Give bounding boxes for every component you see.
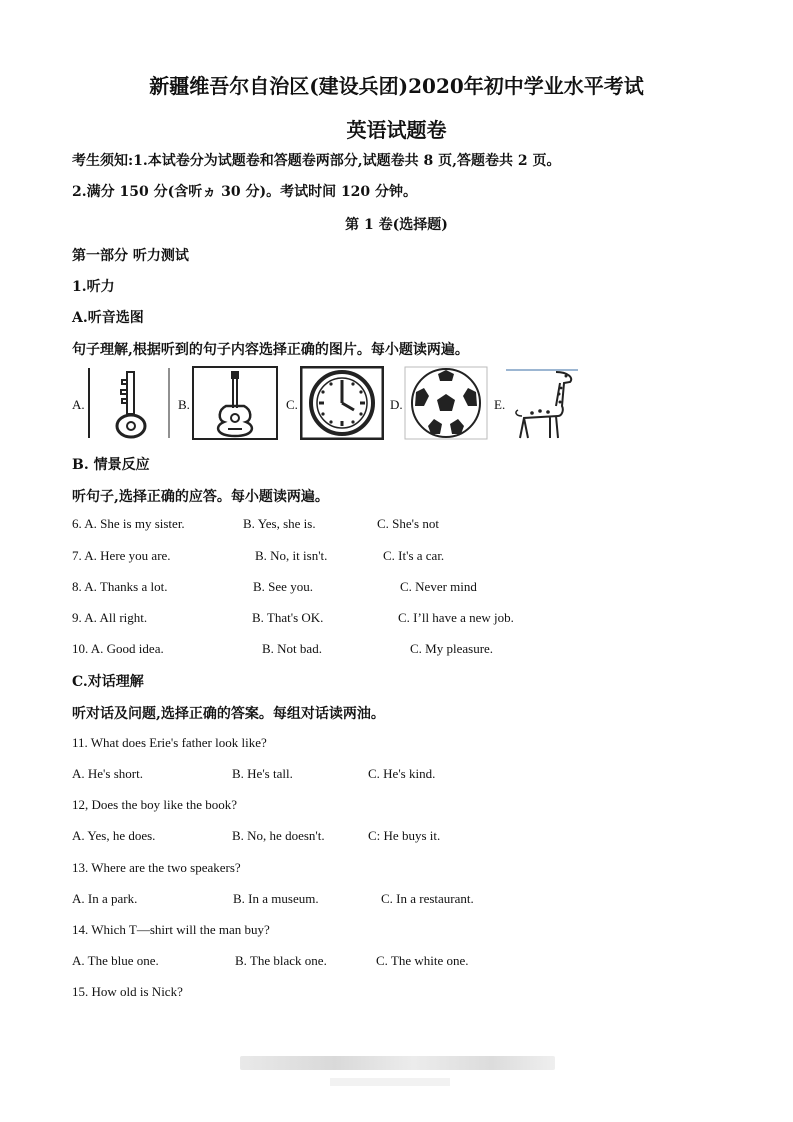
q13-question: 13. Where are the two speakers? [72, 860, 241, 875]
football-icon [404, 366, 488, 440]
q6-option-c: C. She's not [377, 516, 439, 531]
q7-option-b: B. No, it isn't. [255, 548, 328, 563]
clock-icon [300, 366, 384, 440]
blurred-footer [240, 1056, 555, 1070]
q9-option-a: 9. A. All right. [72, 610, 148, 625]
q6-option-b: B. Yes, she is. [243, 516, 316, 531]
q7-option-a: 7. A. Here you are. [72, 548, 171, 563]
volume-heading: 第 1 卷(选择题) [345, 217, 448, 233]
q10-option-a: 10. A. Good idea. [72, 641, 164, 656]
q12-option-c: C: He buys it. [368, 828, 441, 843]
q13-option-b: B. In a museum. [233, 891, 319, 906]
q11-option-c: C. He's kind. [368, 766, 436, 781]
key-icon [87, 366, 171, 440]
q8-option-a: 8. A. Thanks a lot. [72, 579, 168, 594]
notice-line-2: 2.满分 150 分(含听ヵ 30 分)。考试时间 120 分钟。 [72, 184, 418, 200]
notice-line-1: 考生须知:1.本试卷分为试题卷和答题卷两部分,试题卷共 8 页,答题卷共 2 页。 [72, 153, 561, 169]
sectionC-instruction: 听对话及问题,选择正确的答案。每组对话读两油。 [72, 706, 385, 722]
q14-option-b: B. The black one. [235, 953, 327, 968]
sectionA-heading: A.听音选图 [72, 310, 144, 326]
picture-label-e: E. [494, 397, 506, 412]
q8-option-c: C. Never mind [400, 579, 477, 594]
sectionC-heading: C.对话理解 [72, 674, 144, 690]
q14-option-a: A. The blue one. [72, 953, 159, 968]
q7-option-c: C. It's a car. [383, 548, 445, 563]
q10-option-c: C. My pleasure. [410, 641, 494, 656]
sectionB-heading: B. 情景反应 [72, 457, 150, 473]
q14-question: 14. Which T—shirt will the man buy? [72, 922, 270, 937]
picture-label-d: D. [390, 397, 403, 412]
giraffe-icon [506, 366, 578, 440]
q12-option-a: A. Yes, he does. [72, 828, 156, 843]
exam-title: 新疆维吾尔自治区(建设兵团)2020年初中学业水平考试 [149, 74, 644, 98]
q12-option-b: B. No, he doesn't. [232, 828, 325, 843]
picture-label-a: A. [72, 397, 85, 412]
q14-option-c: C. The white one. [376, 953, 469, 968]
picture-label-c: C. [286, 397, 298, 412]
q15-question: 15. How old is Nick? [72, 984, 183, 999]
q9-option-c: C. I’ll have a new job. [398, 610, 514, 625]
q11-option-b: B. He's tall. [232, 766, 293, 781]
blurred-footer-line [330, 1078, 450, 1086]
q11-option-a: A. He's short. [72, 766, 143, 781]
section1-heading: 1.听力 [72, 279, 115, 295]
sectionA-instruction: 句子理解,根据听到的句子内容选择正确的图片。每小题读两遍。 [72, 342, 469, 358]
q11-question: 11. What does Erie's father look like? [72, 735, 267, 750]
sectionB-instruction: 听句子,选择正确的应答。每小题读两遍。 [72, 489, 329, 505]
q12-question: 12, Does the boy like the book? [72, 797, 237, 812]
q13-option-c: C. In a restaurant. [381, 891, 474, 906]
picture-label-b: B. [178, 397, 190, 412]
exam-subtitle: 英语试题卷 [346, 118, 447, 142]
guitar-icon [192, 366, 278, 440]
q9-option-b: B. That's OK. [252, 610, 324, 625]
q8-option-b: B. See you. [253, 579, 313, 594]
q6-option-a: 6. A. She is my sister. [72, 516, 185, 531]
q13-option-a: A. In a park. [72, 891, 138, 906]
part1-heading: 第一部分 听力测试 [72, 248, 189, 264]
q10-option-b: B. Not bad. [262, 641, 322, 656]
